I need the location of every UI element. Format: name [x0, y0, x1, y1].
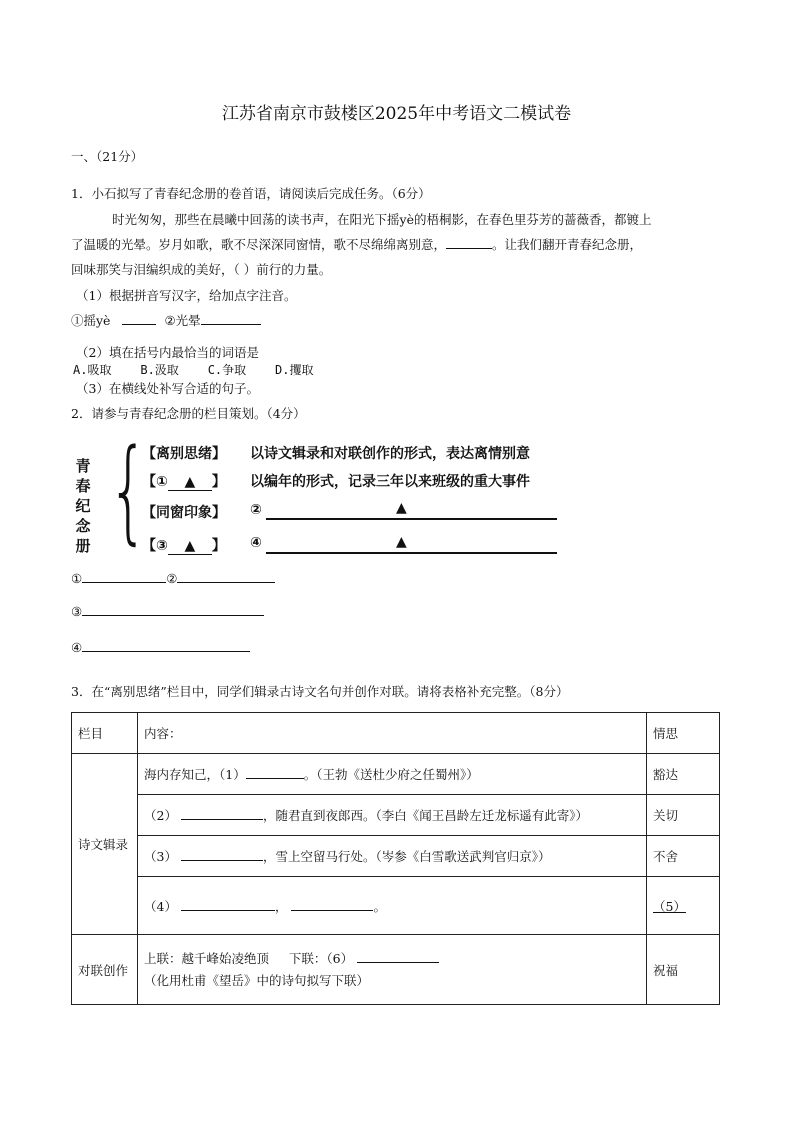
- emotion-cell[interactable]: （5）: [647, 877, 720, 935]
- content-cell: 海内存知己，（1） 。（王勃《送杜少府之任蜀州》）: [138, 754, 647, 795]
- content-cell: （2） ，随君直到夜郎西。（李白《闻王昌龄左迁龙标遥有此寄》）: [138, 795, 647, 836]
- column-content-2: 以编年的形式，记录三年以来班级的重大事件: [250, 474, 530, 490]
- answer-blank[interactable]: [291, 897, 373, 911]
- passage-line-1: 时光匆匆，那些在晨曦中回荡的读书声，在阳光下摇yè的梧桐影，在春色里芬芳的蔷薇香，都镀上: [112, 212, 652, 227]
- passage-text: 了温暖的光晕。岁月如歌，歌不尽深深同窗情，歌不尽绵绵离别意，: [71, 237, 447, 252]
- header-cell: 内容：: [138, 713, 647, 754]
- answer-blank[interactable]: [82, 569, 166, 583]
- table-row: [72, 754, 720, 795]
- answer-blank[interactable]: [246, 765, 304, 779]
- table-row: [72, 836, 720, 877]
- triangle-icon[interactable]: ▲: [168, 474, 212, 491]
- header-cell: 情思: [647, 713, 720, 754]
- emotion-cell: 不舍: [647, 836, 720, 877]
- content-cell: 上联：越千峰始凌绝顶 下联：（6） （化用杜甫《望岳》中的诗句拟写下联）: [138, 935, 647, 1005]
- sub-question-3: （3）在横线处补写合适的句子。: [76, 381, 259, 396]
- answer-row-4: ④: [71, 638, 250, 655]
- triangle-icon: ▲: [396, 534, 407, 550]
- question-3-stem: 3．在“离别思绪”栏目中，同学们辑录古诗文名句并创作对联。请将表格补充完整。（8分）: [71, 684, 569, 699]
- answer-blank[interactable]: [446, 235, 492, 249]
- column-content-1: 以诗文辑录和对联创作的形式，表达离情别意: [250, 446, 530, 462]
- column-label-4: 【③ ▲ 】: [142, 538, 226, 554]
- answer-blank[interactable]: [82, 638, 250, 652]
- brace-icon: {: [108, 427, 149, 557]
- passage-text: 。让我们翻开青春纪念册，: [492, 237, 643, 252]
- question-1-stem: 1．小石拟写了青春纪念册的卷首语，请阅读后完成任务。（6分）: [71, 186, 431, 201]
- answer-blank[interactable]: [122, 311, 156, 325]
- question-2-stem: 2．请参与青春纪念册的栏目策划。（4分）: [71, 406, 306, 421]
- answer-blank[interactable]: [181, 806, 263, 820]
- sub-question-1: （1）根据拼音写汉字，给加点字注音。: [76, 288, 297, 303]
- table-row: [72, 795, 720, 836]
- column-content-3: ②: [250, 502, 262, 518]
- table-row: [72, 935, 720, 1005]
- answer-blank[interactable]: [177, 569, 275, 583]
- sub-question-1-blanks: [71, 311, 261, 329]
- emotion-cell: 关切: [647, 795, 720, 836]
- answer-blank[interactable]: [181, 847, 263, 861]
- table-header-row: [72, 713, 720, 754]
- blank-label: ②光晕: [164, 313, 201, 328]
- column-content-4: ④: [250, 535, 262, 551]
- table-row: [72, 877, 720, 935]
- blank-label: ①摇yè: [71, 313, 111, 328]
- answer-blank[interactable]: [201, 311, 261, 325]
- content-cell: （3） ，雪上空留马行处。（岑参《白雪歌送武判官归京》）: [138, 836, 647, 877]
- column-label-3: 【同窗印象】: [142, 505, 226, 521]
- emotion-cell: 祝福: [647, 935, 720, 1005]
- answer-line[interactable]: [266, 552, 557, 554]
- column-label-1: 【离别思绪】: [142, 446, 226, 462]
- group-cell: 诗文辑录: [72, 754, 138, 935]
- answer-blank[interactable]: [82, 602, 264, 616]
- vertical-label: 青春纪念册: [75, 457, 91, 555]
- passage-line-3: 回味那笑与泪编织成的美好，（ ）前行的力量。: [71, 262, 332, 277]
- emotion-cell: 豁达: [647, 754, 720, 795]
- passage-line-2: [71, 235, 642, 253]
- answer-row-3: ③: [71, 602, 264, 619]
- answer-table: [71, 712, 720, 1005]
- answer-row-1-2: ① ②: [71, 569, 275, 586]
- options: A.吸取 B.汲取 C.争取 D.攫取: [73, 363, 314, 377]
- content-cell: （4） ， 。: [138, 877, 647, 935]
- answer-line[interactable]: [266, 518, 557, 520]
- answer-blank[interactable]: [181, 897, 275, 911]
- header-cell: 栏目: [72, 713, 138, 754]
- triangle-icon: ▲: [396, 500, 407, 516]
- triangle-icon[interactable]: ▲: [168, 538, 212, 555]
- column-label-2: 【① ▲ 】: [142, 474, 226, 490]
- section-heading: 一、（21分）: [71, 149, 144, 164]
- group-cell: 对联创作: [72, 935, 138, 1005]
- sub-question-2: （2）填在括号内最恰当的词语是: [76, 345, 259, 360]
- page-title: 江苏省南京市鼓楼区2025年中考语文二模试卷: [221, 104, 572, 124]
- answer-blank[interactable]: [357, 949, 439, 963]
